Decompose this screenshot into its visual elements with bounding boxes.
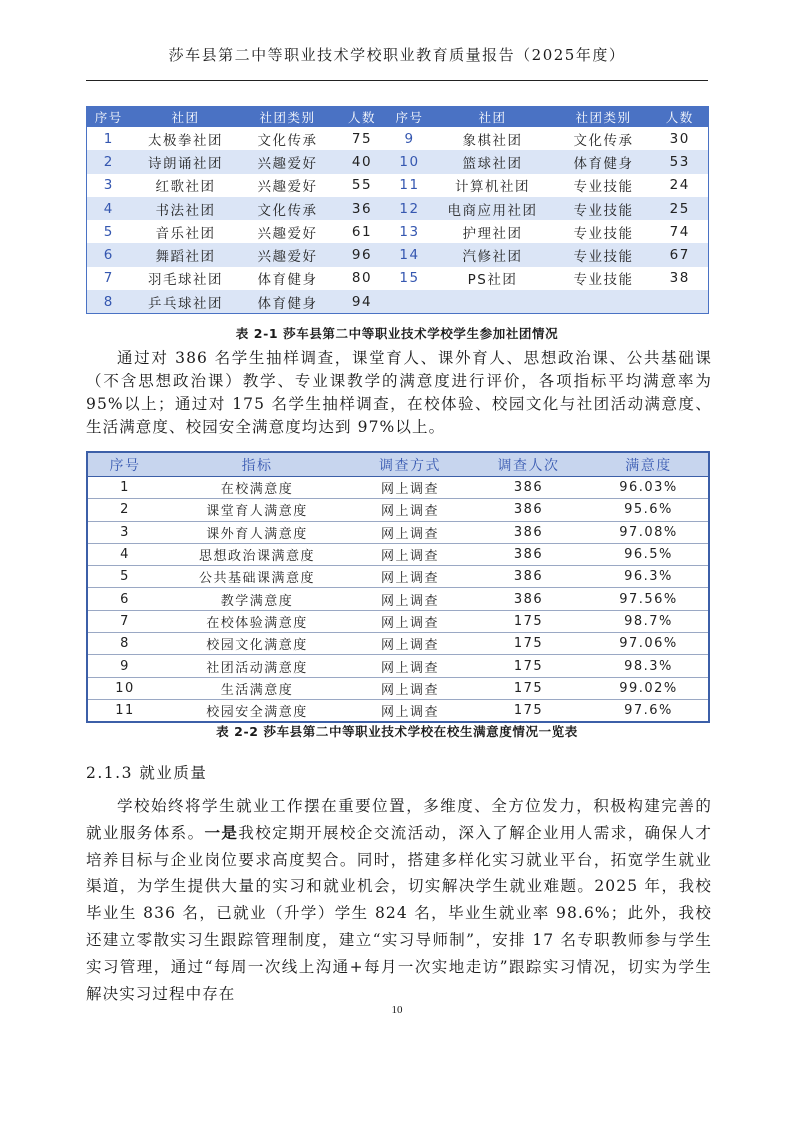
table-cell: 11 (390, 174, 430, 197)
table-row (87, 267, 709, 290)
table-cell: 在校体验满意度 (162, 610, 352, 632)
table-row (87, 633, 709, 655)
table-cell: 53 (652, 150, 709, 173)
table-cell: 15 (390, 267, 430, 290)
table-row (87, 150, 709, 173)
table-cell: 电商应用社团 (430, 197, 556, 220)
table-cell: 兴趣爱好 (241, 174, 335, 197)
table-cell: 14 (390, 243, 430, 266)
table-cell: 2 (87, 150, 131, 173)
table-cell: 10 (87, 677, 162, 699)
table-cell: 13 (390, 220, 430, 243)
table-cell: 386 (468, 499, 589, 521)
club-table-header (87, 107, 709, 128)
table-cell: 社团活动满意度 (162, 655, 352, 677)
table-cell: 网上调查 (352, 521, 468, 543)
table-cell: 公共基础课满意度 (162, 566, 352, 588)
table-cell: 9 (87, 655, 162, 677)
body-paragraph (86, 793, 712, 1007)
page-number: 10 (391, 1004, 403, 1016)
table-cell: 175 (468, 655, 589, 677)
header-rule (86, 80, 708, 81)
table-cell: 7 (87, 267, 131, 290)
table-cell: 96.03% (589, 477, 709, 499)
table-cell: 97.56% (589, 588, 709, 610)
table-cell: 网上调查 (352, 543, 468, 565)
table-row (87, 521, 709, 543)
table-row (87, 243, 709, 266)
table-cell: 36 (335, 197, 390, 220)
table-cell: 象棋社团 (430, 127, 556, 150)
table-row (87, 699, 709, 722)
table-cell: 12 (390, 197, 430, 220)
table-cell: 网上调查 (352, 677, 468, 699)
table-cell: 网上调查 (352, 633, 468, 655)
header-cell: 满意度 (589, 452, 709, 477)
table-cell: 思想政治课满意度 (162, 543, 352, 565)
table-cell: 舞蹈社团 (131, 243, 241, 266)
table-cell: 生活满意度 (162, 677, 352, 699)
table-cell: 课外育人满意度 (162, 521, 352, 543)
table-cell: 67 (652, 243, 709, 266)
table-caption: 表 2-1 莎车县第二中等职业技术学校学生参加社团情况 (235, 326, 559, 341)
table-cell: 网上调查 (352, 499, 468, 521)
header-cell: 人数 (652, 107, 709, 128)
table-row (87, 566, 709, 588)
table-cell: 体育健身 (241, 267, 335, 290)
table-cell: 1 (87, 477, 162, 499)
table-caption: 表 2-2 莎车县第二中等职业技术学校在校生满意度情况一览表 (216, 724, 578, 739)
table-row (87, 655, 709, 677)
table-cell: 体育健身 (241, 290, 335, 314)
table-cell: 175 (468, 633, 589, 655)
table-cell: 专业技能 (556, 220, 652, 243)
table-row (87, 197, 709, 220)
table-row (87, 588, 709, 610)
table-cell: 386 (468, 477, 589, 499)
header-cell: 序号 (87, 107, 131, 128)
table-cell: 文化传承 (241, 127, 335, 150)
table-cell: 体育健身 (556, 150, 652, 173)
page-header: 莎车县第二中等职业技术学校职业教育质量报告（2025年度） (168, 46, 626, 64)
table-cell: 专业技能 (556, 267, 652, 290)
body-paragraph: 通过对 386 名学生抽样调查，课堂育人、课外育人、思想政治课、公共基础课（不含思想政治课）教学、专业课教学的满意度进行评价，各项指标平均满意率为 95%以上；通过对 175 名学生抽样调查，在校体验、校园文化与社团活动满意度、生活满意度、校园安全满意度均达到 97%以上。 (86, 349, 712, 436)
table-cell: 40 (335, 150, 390, 173)
paragraph-lead: 一是 (204, 822, 239, 842)
table-cell: 教学满意度 (162, 588, 352, 610)
table-cell: 10 (390, 150, 430, 173)
table-cell: 175 (468, 677, 589, 699)
table-cell: 网上调查 (352, 477, 468, 499)
table-cell: 文化传承 (556, 127, 652, 150)
table-row (87, 290, 709, 314)
header-cell: 调查方式 (352, 452, 468, 477)
table-row (87, 220, 709, 243)
table-cell: 96 (335, 243, 390, 266)
table-cell: 386 (468, 543, 589, 565)
table-cell: 音乐社团 (131, 220, 241, 243)
club-table (86, 106, 709, 314)
header-cell: 人数 (335, 107, 390, 128)
table-cell: 11 (115, 703, 135, 719)
table-cell: 97.06% (589, 633, 709, 655)
header-cell: 社团 (430, 107, 556, 128)
table-cell: 文化传承 (241, 197, 335, 220)
table-cell: 网上调查 (352, 655, 468, 677)
table-cell: 3 (87, 521, 162, 543)
table-cell: 兴趣爱好 (241, 220, 335, 243)
table-cell: 25 (652, 197, 709, 220)
table-cell: 8 (87, 290, 131, 314)
table-cell: 专业技能 (556, 243, 652, 266)
table-cell: 38 (652, 267, 709, 290)
header-cell: 指标 (162, 452, 352, 477)
table-cell: 5 (87, 566, 162, 588)
table-cell (556, 290, 652, 314)
table-cell: 75 (335, 127, 390, 150)
table-cell (652, 290, 709, 314)
table-row (87, 477, 709, 499)
section-heading: 2.1.3 就业质量 (86, 764, 208, 782)
table-cell: 4 (87, 197, 131, 220)
table-cell: 护理社团 (430, 220, 556, 243)
table-cell: 24 (652, 174, 709, 197)
table-cell: 386 (468, 588, 589, 610)
table-cell: 校园安全满意度 (206, 705, 308, 721)
table-row (87, 174, 709, 197)
table-cell: 386 (468, 566, 589, 588)
header-cell: 社团 (131, 107, 241, 128)
table-cell: 6 (87, 588, 162, 610)
table-cell: 96.3% (589, 566, 709, 588)
table-cell: 95.6% (589, 499, 709, 521)
table-cell: 94 (335, 290, 390, 314)
table-cell: 3 (87, 174, 131, 197)
table-cell: 网上调查 (380, 705, 439, 721)
table-cell: 兴趣爱好 (241, 243, 335, 266)
table-cell: 太极拳社团 (131, 127, 241, 150)
table-cell: 97.6% (624, 703, 673, 719)
table-cell: 98.7% (589, 610, 709, 632)
table-cell: PS社团 (430, 267, 556, 290)
table-cell: 2 (87, 499, 162, 521)
table-cell (390, 290, 430, 314)
paragraph-text: 我校定期开展校企交流活动，深入了解企业用人需求，确保人才培养目标与企业岗位要求高度契合。同时，搭建多样化实习就业平台，拓宽学生就业渠道，为学生提供大量的实习和就业机会，切实解决学生就业难题。2025 年，我校毕业生 836 名，已就业（升学）学生 824 名，毕业生就业率 98.6%；此外，我校还建立零散实习生跟踪管理制度，建立“实习导师制”，安排 17 名专职教师参与学生实习管理，通过“每周一次线上沟通+每月一次实地走访”跟踪实习情况，切实为学生解决实习过程中存在 (86, 823, 712, 1003)
table-cell: 羽毛球社团 (131, 267, 241, 290)
table-row (87, 499, 709, 521)
table-cell: 1 (87, 127, 131, 150)
table-cell: 专业技能 (556, 174, 652, 197)
table-cell: 校园文化满意度 (162, 633, 352, 655)
table-row (87, 610, 709, 632)
paragraph-text: 学校始终将学生就业工作摆在重要位置，多维度、全方位发力，积极构建完善的就业服务体系。 (86, 797, 712, 842)
table-row (87, 543, 709, 565)
table-cell: 96.5% (589, 543, 709, 565)
table-cell: 61 (335, 220, 390, 243)
table-cell: 97.08% (589, 521, 709, 543)
table-cell: 课堂育人满意度 (162, 499, 352, 521)
table-cell: 99.02% (589, 677, 709, 699)
table-cell: 6 (87, 243, 131, 266)
table-cell: 网上调查 (352, 588, 468, 610)
satisfaction-table-header (87, 452, 709, 477)
table-cell: 专业技能 (556, 197, 652, 220)
table-row (87, 127, 709, 150)
table-cell: 网上调查 (352, 610, 468, 632)
table-cell: 汽修社团 (430, 243, 556, 266)
table-cell: 98.3% (589, 655, 709, 677)
table-cell: 5 (87, 220, 131, 243)
header-cell: 调查人次 (468, 452, 589, 477)
table-cell: 74 (652, 220, 709, 243)
table-cell: 书法社团 (131, 197, 241, 220)
table-cell: 诗朗诵社团 (131, 150, 241, 173)
table-cell: 9 (390, 127, 430, 150)
table-cell: 计算机社团 (430, 174, 556, 197)
table-cell: 386 (468, 521, 589, 543)
header-cell: 社团类别 (241, 107, 335, 128)
table-cell: 篮球社团 (430, 150, 556, 173)
table-cell: 7 (87, 610, 162, 632)
table-cell: 80 (335, 267, 390, 290)
table-cell (430, 290, 556, 314)
table-cell: 兴趣爱好 (241, 150, 335, 173)
table-row (87, 677, 709, 699)
table-cell: 8 (87, 633, 162, 655)
header-cell: 社团类别 (556, 107, 652, 128)
table-cell: 乒乓球社团 (131, 290, 241, 314)
table-cell: 4 (87, 543, 162, 565)
table-cell: 在校满意度 (162, 477, 352, 499)
satisfaction-table (86, 451, 710, 723)
table-cell: 55 (335, 174, 390, 197)
table-cell: 175 (513, 703, 544, 719)
table-cell: 30 (652, 127, 709, 150)
table-cell: 网上调查 (352, 566, 468, 588)
header-cell: 序号 (87, 452, 162, 477)
header-cell: 序号 (390, 107, 430, 128)
table-cell: 175 (468, 610, 589, 632)
table-cell: 红歌社团 (131, 174, 241, 197)
